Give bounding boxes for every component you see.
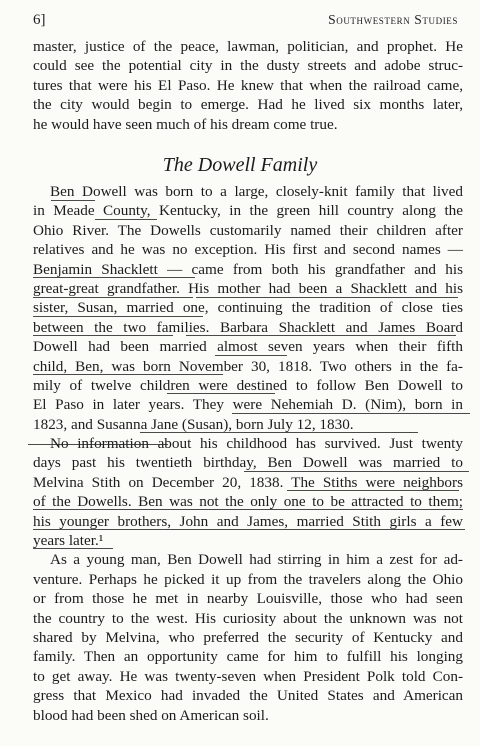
pencil-underline [33, 509, 463, 510]
pencil-underline [140, 432, 418, 433]
pencil-underline [95, 219, 157, 220]
text-line: Ohio River. The Dowells customarily named their children after [33, 221, 463, 239]
page-number: 6] [33, 12, 46, 28]
text-line: or from those he met in nearby Louisville, those who had seen [33, 590, 463, 608]
pencil-underline [215, 355, 287, 356]
pencil-underline [244, 471, 469, 472]
pencil-underline [33, 374, 223, 375]
text-line: between the two families. Barbara Shacklett and James Board [33, 318, 463, 336]
intro-paragraph [33, 37, 463, 134]
pencil-underline [287, 490, 459, 491]
running-title: Southwestern Studies [328, 12, 458, 27]
text-line: blood had been shed on American soil. [33, 706, 269, 724]
text-line: the country to the west. His curiosity about the unknown was not [33, 609, 463, 627]
text-line: venture. Perhaps he picked it up from the travelers along the Ohio [33, 570, 463, 588]
text-line: sister, Susan, married one, continuing the tradition of close ties [33, 299, 463, 317]
text-line: family. Then an opportunity came for him to fulfill his longing [33, 648, 463, 666]
text-line: No information about his childhood has survived. Just twenty [50, 435, 463, 453]
pencil-underline [196, 297, 458, 298]
text-line: El Paso in later years. They were Nehemiah D. (Nim), born in [33, 396, 463, 414]
text-line: Benjamin Shacklett — came from both his grandfather and his [33, 260, 463, 278]
text-line: great-great grandfather. His mother had been a Shacklett and his [33, 279, 463, 297]
text-line: 1823, and Susanna Jane (Susan), born July 12, 1830. [33, 415, 354, 433]
pencil-underline [33, 277, 195, 278]
text-line: shared by Melvina, who preferred the security of Kentucky and [33, 628, 463, 646]
pencil-underline [33, 548, 113, 549]
text-line: years later.¹ [33, 532, 104, 550]
pencil-underline [167, 393, 275, 394]
pencil-underline [28, 444, 168, 445]
text-line: his younger brothers, John and James, married Stith girls a few [33, 512, 463, 530]
pencil-underline [186, 335, 456, 336]
body-text [33, 182, 463, 725]
text-line: days past his twentieth birthday, Ben Dowell was married to [33, 454, 463, 472]
text-line: Melvina Stith on December 20, 1838. The Stiths were neighbors [33, 473, 463, 491]
text-line: mily of twelve children were destined to follow Ben Dowell to [33, 376, 463, 394]
text-line: tures that were his El Paso. He knew that when the railroad came, [33, 76, 463, 94]
text-line: relatives and he was no exception. His first and second names — [33, 241, 463, 259]
text-line: he would have seen much of his dream come true. [33, 115, 338, 133]
text-line: master, justice of the peace, lawman, politician, and prophet. He [33, 38, 463, 55]
text-line: gress that Mexico had invaded the United States and American [33, 687, 463, 705]
page-header [33, 12, 458, 29]
pencil-underline [33, 297, 193, 298]
pencil-underline [33, 335, 173, 336]
section-heading: The Dowell Family [162, 154, 318, 176]
pencil-underline [33, 529, 465, 530]
text-line: child, Ben, was born November 30, 1818. Two others in the fa- [33, 357, 463, 375]
text-line: Dowell had been married almost seven years when their fifth [33, 338, 463, 356]
text-line: As a young man, Ben Dowell had stirring in him a zest for ad- [50, 551, 463, 569]
pencil-underline [33, 316, 203, 317]
text-line: Ben Dowell was born to a large, closely-knit family that lived [50, 183, 463, 200]
text-line: to get away. He was twenty-seven when President Polk told Con- [33, 667, 463, 685]
text-line: could see the potential city in the dusty streets and adobe struc- [33, 57, 463, 75]
text-line: the city would begin to emerge. Had he lived six months later, [33, 96, 463, 114]
text-line: of the Dowells. Ben was not the only one to be attracted to them; [33, 493, 463, 511]
pencil-underline [232, 413, 470, 414]
text-line: in Meade County, Kentucky, in the green hill country along the [33, 202, 463, 220]
pencil-underline [51, 200, 95, 201]
